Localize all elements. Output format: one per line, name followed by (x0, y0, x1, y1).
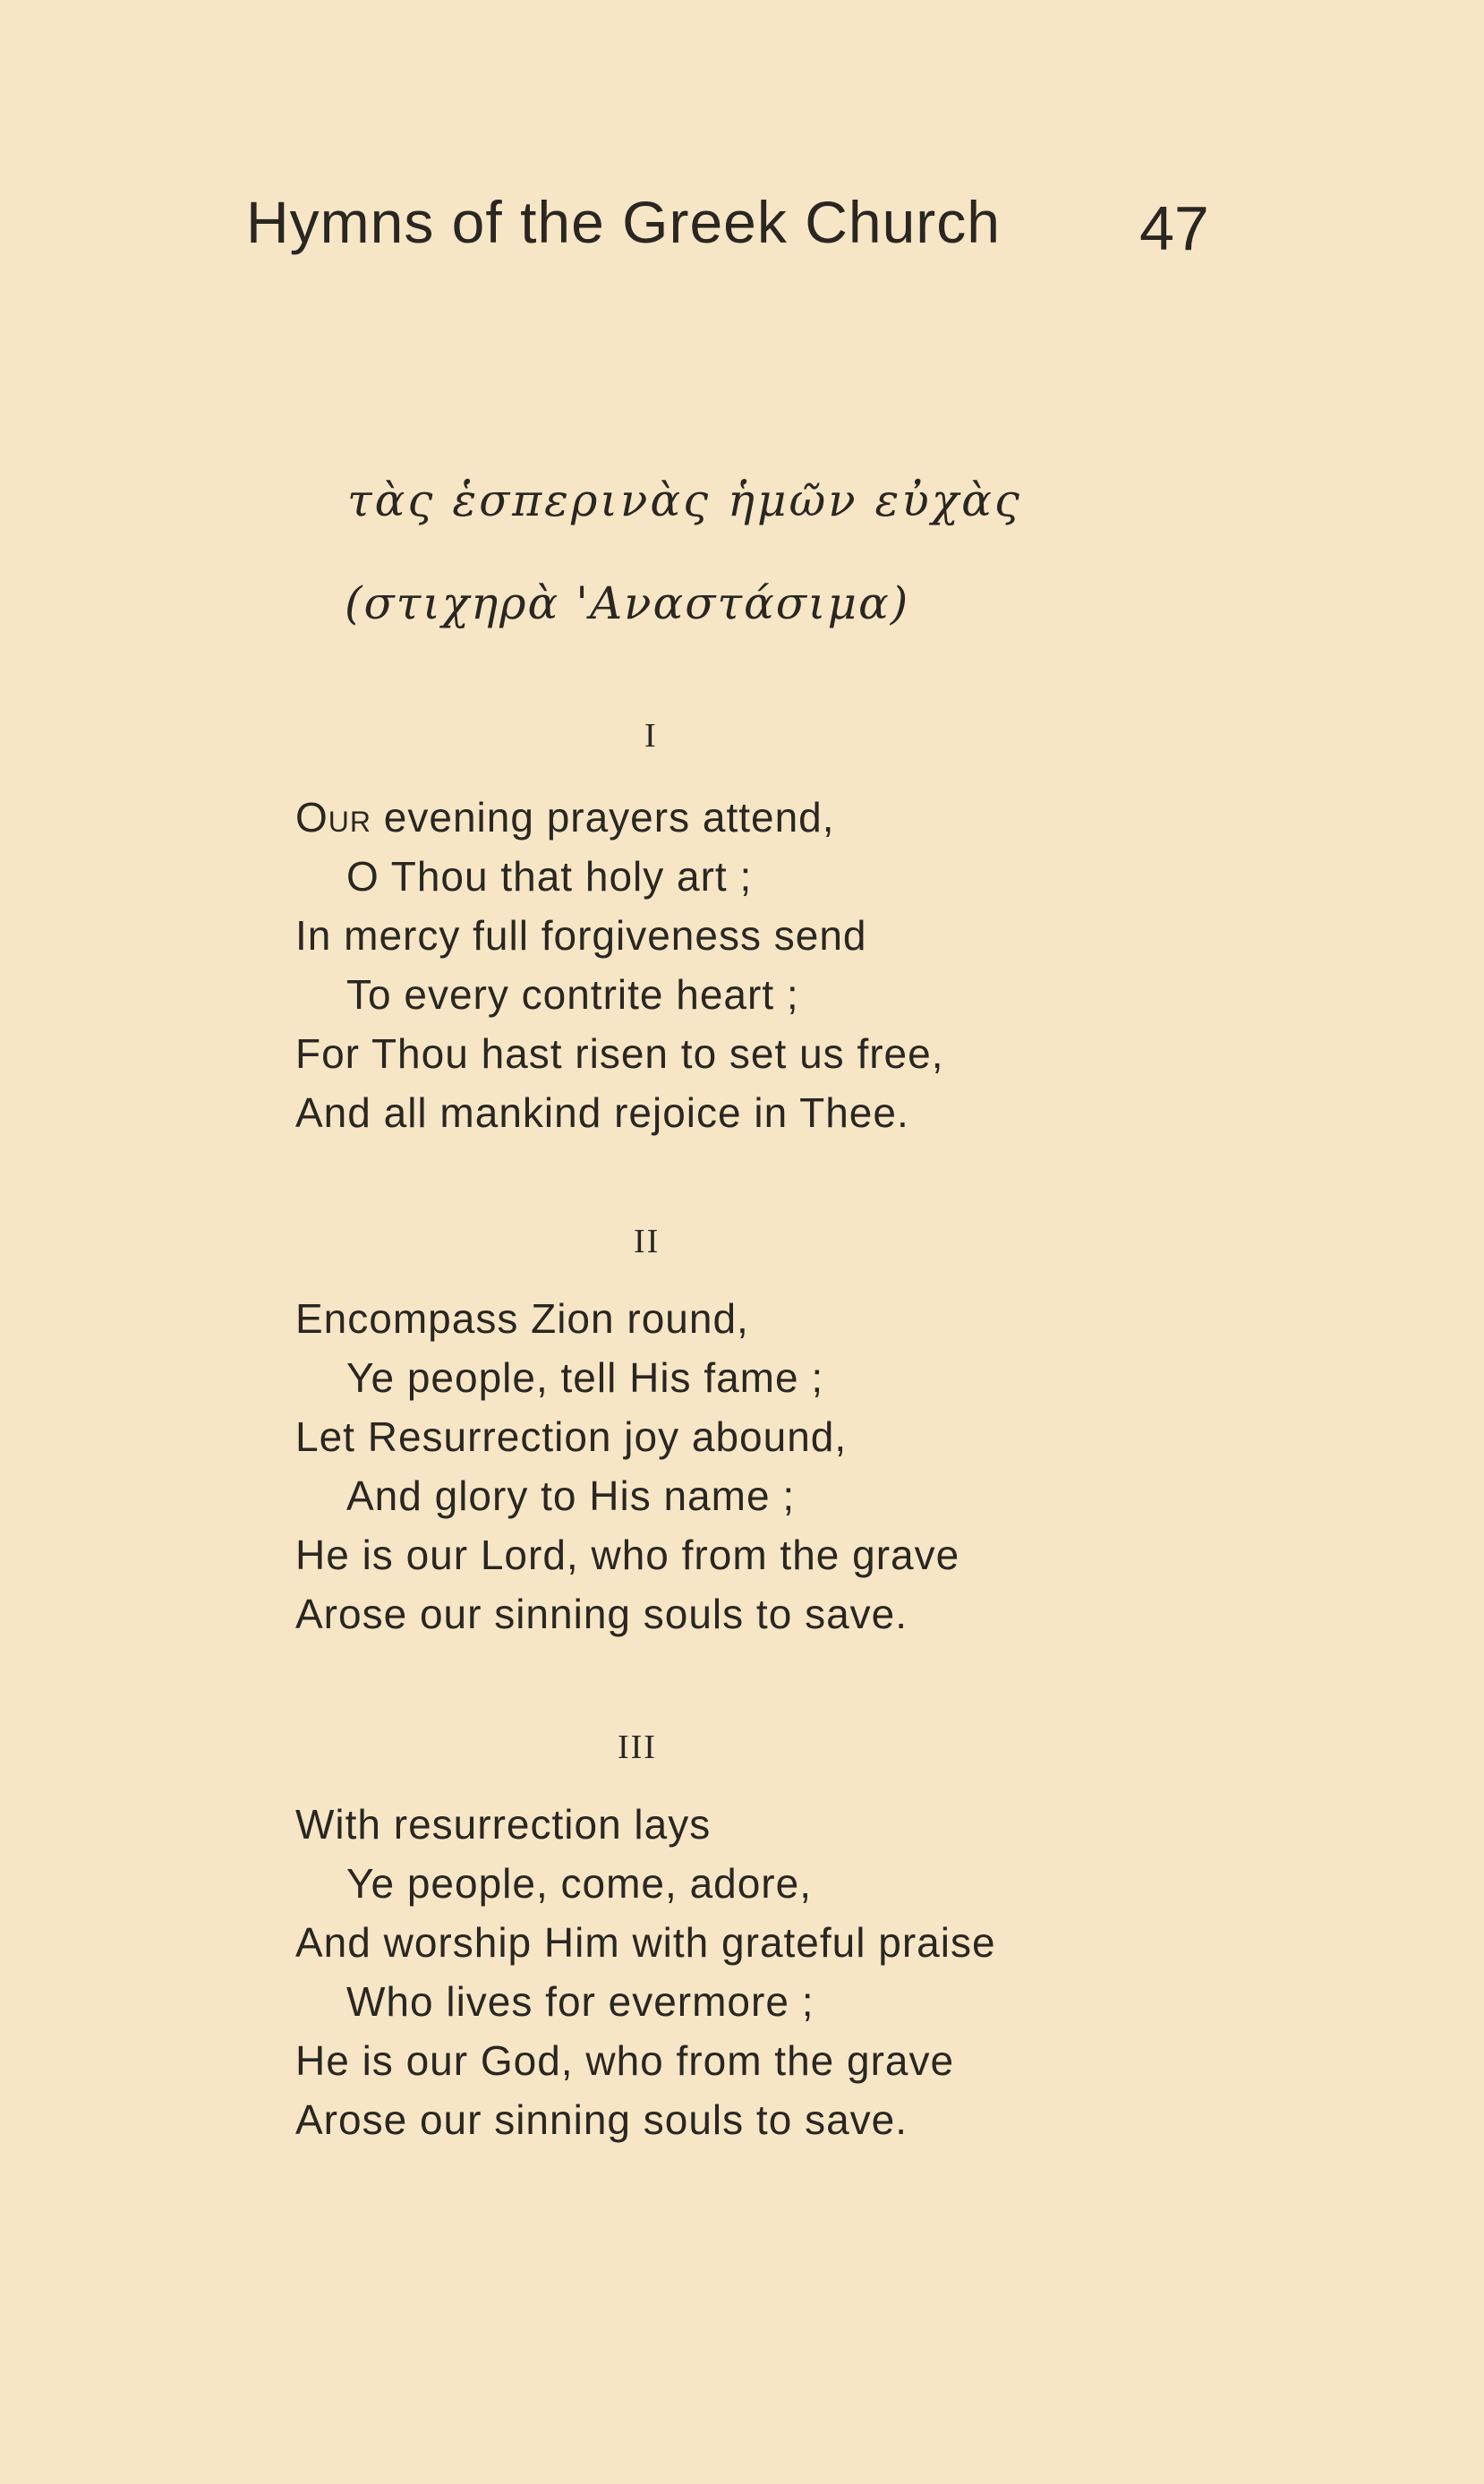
verse-line: With resurrection lays (295, 1801, 712, 1848)
stanza-numeral: III (618, 1729, 657, 1766)
verse-line: He is our Lord, who from the grave (295, 1532, 960, 1578)
verse-line: And all mankind rejoice in Thee. (295, 1089, 909, 1136)
greek-title: τὰς ἑσπερινὰς ἡμῶν εὐχὰς (347, 474, 1022, 526)
verse-line: Encompass Zion round, (295, 1295, 749, 1342)
verse-line: Ye people, come, adore, (346, 1860, 812, 1907)
verse-line: Ye people, tell His fame ; (346, 1354, 824, 1401)
running-title: Hymns of the Greek Church (246, 189, 1001, 255)
stanza-numeral: II (634, 1223, 661, 1260)
verse-line: Arose our sinning souls to save. (295, 1591, 908, 1637)
verse-line: To every contrite heart ; (346, 971, 799, 1018)
stanza-3 (295, 1795, 1414, 2149)
verse-line: He is our God, who from the grave (295, 2037, 955, 2084)
verse-line: O Thou that holy art ; (346, 853, 753, 900)
verse-line: Our evening prayers attend, (295, 794, 835, 841)
verse-line: For Thou hast risen to set us free, (295, 1030, 944, 1077)
verse-line: And glory to His name ; (346, 1472, 796, 1519)
greek-subtitle: (στιχηρὰ 'Αναστάσιμα) (345, 577, 910, 629)
verse-line: Who lives for evermore ; (346, 1978, 814, 2025)
drop-word: Our (295, 794, 371, 841)
verse-line: Arose our sinning souls to save. (295, 2096, 908, 2143)
stanza-1 (295, 788, 1414, 1142)
stanza-2 (295, 1289, 1414, 1643)
stanza-numeral: I (644, 717, 658, 755)
verse-line: And worship Him with grateful praise (295, 1919, 996, 1966)
verse-line: In mercy full forgiveness send (295, 912, 867, 959)
page-number: 47 (1139, 193, 1209, 263)
verse-line: Let Resurrection joy abound, (295, 1413, 848, 1460)
